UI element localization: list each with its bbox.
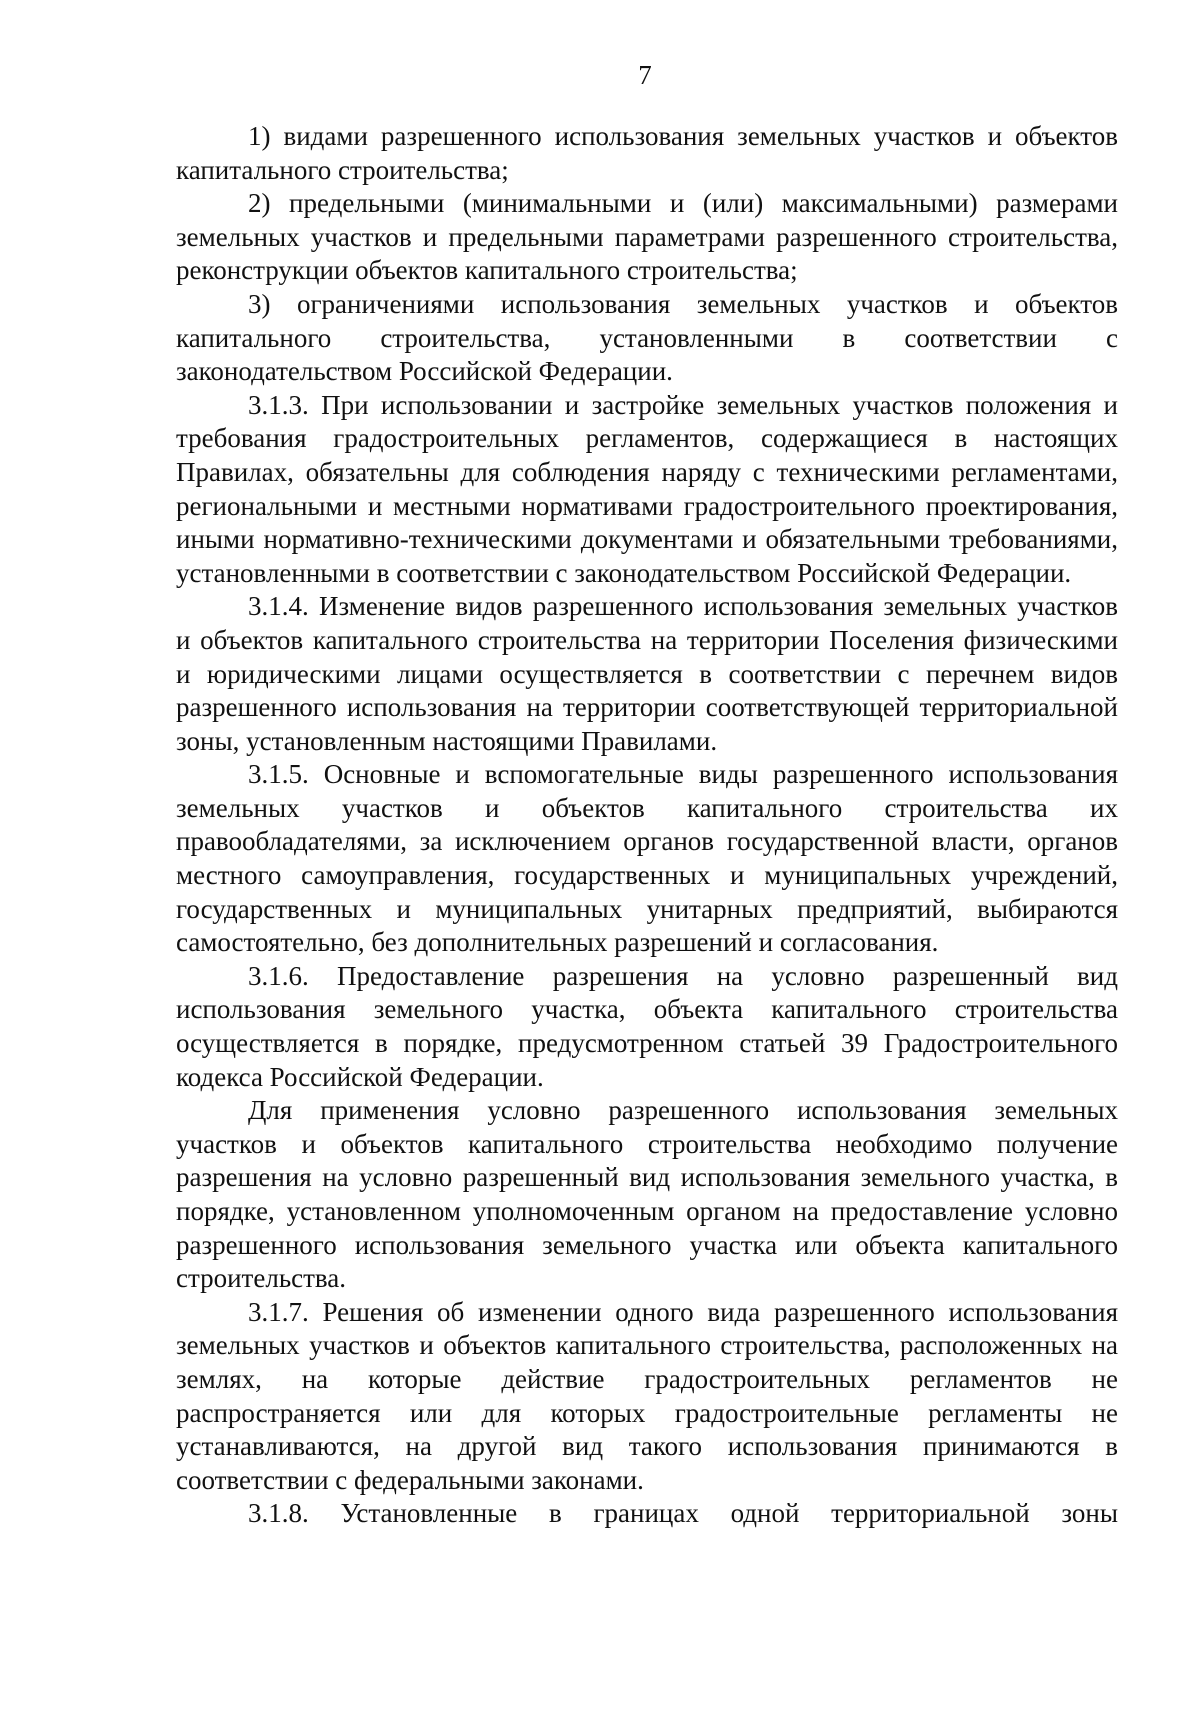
paragraph-3-1-7: 3.1.7. Решения об изменении одного вида разрешенного использования земельных участков и объектов капитального строительства, расположенных на землях, на которые действие градостроительных регламентов не распространяется или для которых градостроительные регламенты не устанавливаются, на другой вид такого использования принимаются в соответствии с федеральными законами. bbox=[176, 1296, 1118, 1495]
paragraph-item-1: 1) видами разрешенного использования земельных участков и объектов капитального строительства; bbox=[176, 121, 1118, 185]
document-body bbox=[176, 120, 1118, 1531]
page-number: 7 bbox=[638, 60, 652, 90]
paragraph-3-1-3: 3.1.3. При использовании и застройке земельных участков положения и требования градостроительных регламентов, содержащиеся в настоящих Правилах, обязательны для соблюдения наряду с техническими регламентами, региональными и местными нормативами градостроительного проектирования, иными нормативно-техническими документами и обязательными требованиями, установленными в соответствии с законодательством Российской Федерации. bbox=[176, 389, 1118, 588]
paragraph-conditional-use: Для применения условно разрешенного использования земельных участков и объектов капитального строительства необходимо получение разрешения на условно разрешенный вид использования земельного участка, в порядке, установленном уполномоченным органом на предоставление условно разрешенного использования земельного участка или объекта капитального строительства. bbox=[176, 1095, 1118, 1294]
paragraph-3-1-5: 3.1.5. Основные и вспомогательные виды разрешенного использования земельных участков и объектов капитального строительства их правообладателями, за исключением органов государственной власти, органов местного самоуправления, государственных и муниципальных учреждений, государственных и муниципальных унитарных предприятий, выбираются самостоятельно, без дополнительных разрешений и согласования. bbox=[176, 759, 1118, 958]
paragraph-item-3: 3) ограничениями использования земельных участков и объектов капитального строительства, установленными в соответствии с законодательством Российской Федерации. bbox=[176, 288, 1118, 387]
paragraph-3-1-6: 3.1.6. Предоставление разрешения на условно разрешенный вид использования земельного участка, объекта капитального строительства осуществляется в порядке, предусмотренном статьей 39 Градостроительного кодекса Российской Федерации. bbox=[176, 960, 1118, 1092]
paragraph-item-2: 2) предельными (минимальными и (или) максимальными) размерами земельных участков и предельными параметрами разрешенного строительства, реконструкции объектов капитального строительства; bbox=[176, 188, 1118, 286]
paragraph-3-1-4: 3.1.4. Изменение видов разрешенного использования земельных участков и объектов капитального строительства на территории Поселения физическими и юридическими лицами осуществляется в соответствии с перечнем видов разрешенного использования на территории соответствующей территориальной зоны, установленным настоящими Правилами. bbox=[176, 591, 1118, 756]
paragraph-3-1-8: 3.1.8. Установленные в границах одной территориальной зоны bbox=[248, 1498, 1118, 1529]
